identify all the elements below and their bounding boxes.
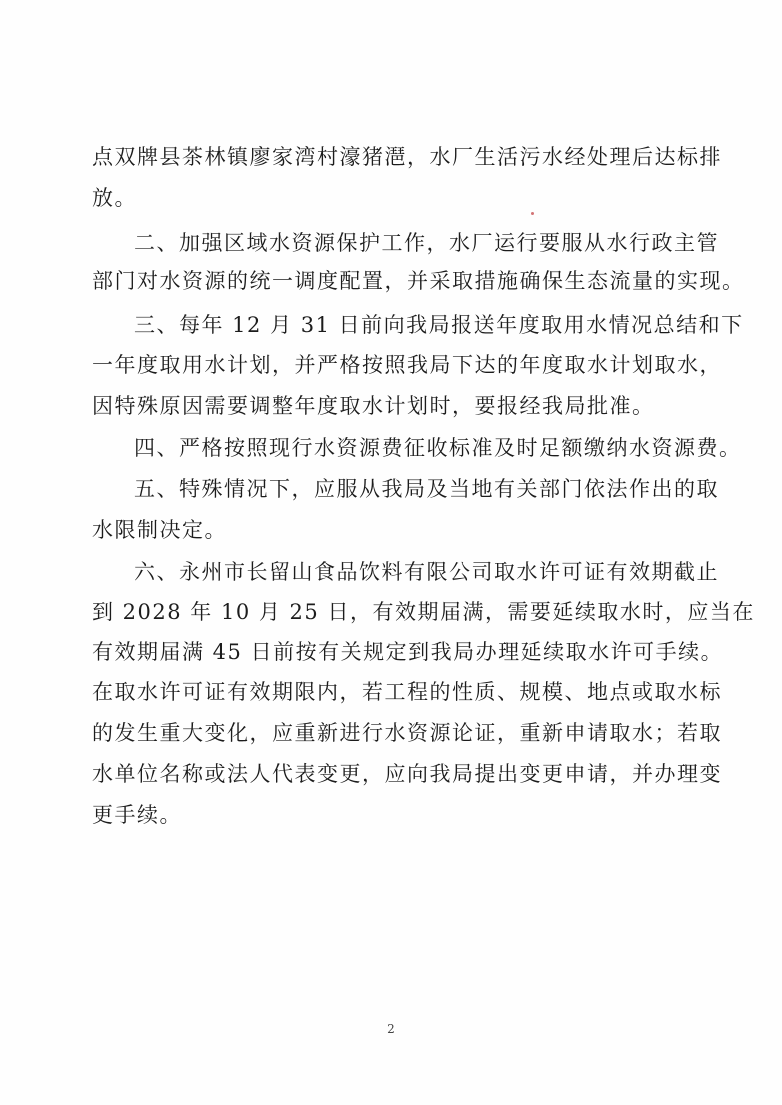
paragraph-line: 一年度取用水计划，并严格按照我局下达的年度取水计划取水，: [92, 353, 722, 377]
paragraph-line: 二、加强区域水资源保护工作，水厂运行要服从水行政主管: [134, 231, 719, 255]
paragraph-line: 五、特殊情况下，应服从我局及当地有关部门依法作出的取: [134, 477, 719, 501]
paragraph-line: 点双牌县茶林镇廖家湾村濠猪潖，水厂生活污水经处理后达标排: [92, 145, 722, 169]
paragraph-line: 更手续。: [92, 803, 182, 827]
paragraph-line: 的发生重大变化，应重新进行水资源论证，重新申请取水；若取: [92, 721, 722, 745]
paragraph-line: 水限制决定。: [92, 518, 227, 542]
paragraph-line: 在取水许可证有效期限内，若工程的性质、规模、地点或取水标: [92, 680, 722, 704]
page-number: 2: [387, 1022, 395, 1036]
paragraph-line: 四、严格按照现行水资源费征收标准及时足额缴纳水资源费。: [134, 436, 742, 460]
paragraph-line: 六、永州市长留山食品饮料有限公司取水许可证有效期截止: [134, 560, 719, 584]
paragraph-line: 三、每年 12 月 31 日前向我局报送年度取用水情况总结和下: [134, 313, 744, 337]
paragraph-line: 到 2028 年 10 月 25 日，有效期届满，需要延续取水时，应当在: [92, 600, 755, 624]
paragraph-line: 有效期届满 45 日前按有关规定到我局办理延续取水许可手续。: [92, 640, 724, 664]
scan-speck: [531, 212, 534, 215]
paragraph-line: 部门对水资源的统一调度配置，并采取措施确保生态流量的实现。: [92, 269, 745, 293]
paragraph-line: 因特殊原因需要调整年度取水计划时，要报经我局批准。: [92, 394, 655, 418]
paragraph-line: 水单位名称或法人代表变更，应向我局提出变更申请，并办理变: [92, 762, 722, 786]
paragraph-line: 放。: [92, 186, 137, 210]
